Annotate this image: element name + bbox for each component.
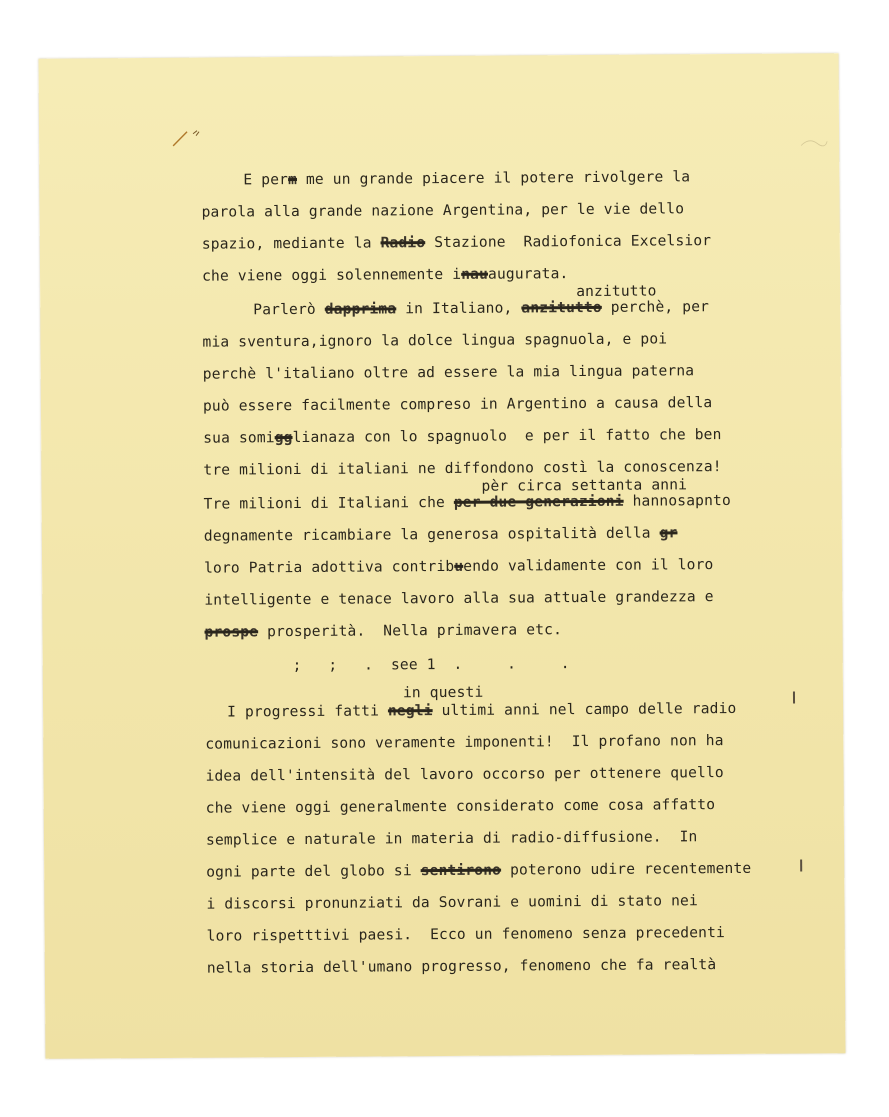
- text-line: nella storia dell'umano progresso, fenomeno che fa realtà: [206, 956, 717, 977]
- text-line: Parlerò dapprima in Italiano, anzitutto perchè, per: [253, 298, 710, 319]
- text-line: loro rispetttivi paesi. Ecco un fenomeno senza precedenti: [206, 924, 726, 945]
- text-line: mia sventura,ignoro la dolce lingua spagnuola, e poi: [202, 330, 668, 351]
- text-line: che viene oggi generalmente considerato come cosa affatto: [205, 796, 716, 817]
- text-line: prospe prosperità. Nella primavera etc.: [204, 621, 563, 641]
- margin-tick: [800, 859, 802, 871]
- text-line: E perm me un grande piacere il potere rivolgere la: [243, 168, 691, 189]
- typed-text-body: [39, 53, 846, 1059]
- text-line: semplice e naturale in materia di radio-diffusione. In: [205, 828, 698, 849]
- text-line: comunicazioni sono veramente imponenti! Il profano non ha: [205, 732, 724, 753]
- text-line: Tre milioni di Italiani che per due generazioni hannosapnto: [203, 491, 731, 513]
- handwritten-insert-anzitutto: anzitutto: [576, 282, 657, 301]
- text-line: I progressi fatti negli ultimi anni nel campo delle radio: [227, 699, 737, 721]
- text-line: ogni parte del globo si sentirono poterono udire recentemente: [206, 859, 752, 881]
- text-line: ; ; . see 1 . . .: [274, 655, 570, 675]
- text-line: tre milioni di italiani ne diffondono costì la conoscenza!: [203, 458, 722, 479]
- text-line: degnamente ricambiare la generosa ospitalità della gr: [203, 524, 678, 545]
- margin-tick: [793, 692, 795, 704]
- handwritten-insert-per-circa: pèr circa settanta anni: [481, 476, 688, 495]
- document-page: [39, 53, 846, 1059]
- text-line: intelligente e tenace lavoro alla sua attuale grandezza e: [204, 588, 714, 609]
- text-line: idea dell'intensità del lavoro occorso per ottenere quello: [205, 764, 724, 785]
- handwritten-insert-in-questi: in questi: [402, 683, 484, 702]
- text-line: parola alla grande nazione Argentina, per le vie dello: [201, 200, 685, 221]
- text-line: i discorsi pronunziati da Sovrani e uomini di stato nei: [206, 892, 698, 913]
- text-line: sua somigglianaza con lo spagnuolo e per il fatto che ben: [203, 426, 722, 447]
- text-line: loro Patria adottiva contribuendo validamente con il loro: [204, 556, 714, 577]
- text-line: spazio, mediante la Radio Stazione Radiofonica Excelsior: [201, 232, 712, 253]
- text-line: può essere facilmente compreso in Argentino a causa della: [202, 394, 713, 415]
- text-line: perchè l'italiano oltre ad essere la mia lingua paterna: [202, 362, 695, 383]
- text-line: che viene oggi solennemente inauaugurata.: [201, 265, 569, 285]
